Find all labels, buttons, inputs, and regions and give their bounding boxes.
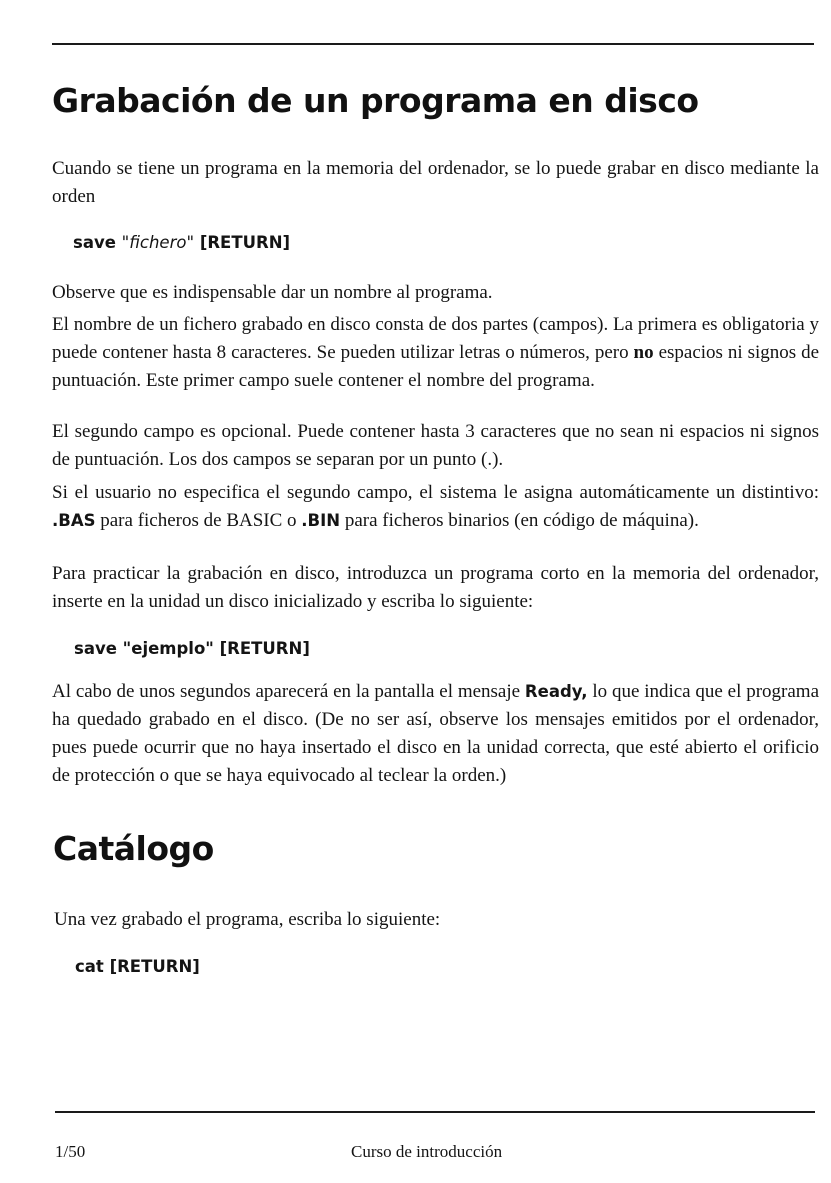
command-key: [RETURN]: [199, 233, 291, 252]
bottom-rule: [55, 1111, 815, 1113]
paragraph-nombre-text-2: espacios ni signos de puntuación. Este primer campo suele contener el nombre del programa.: [52, 342, 820, 391]
paragraph-segundo-campo: El segundo campo es opcional. Puede contener hasta 3 caracteres que no sean ni espacios ni signos de puntuación. Los dos campos se separan por un punto (.).: [52, 421, 819, 470]
paragraph-distintivo-text-1: Si el usuario no especifica el segundo campo, el sistema le asigna automáticamente un distintivo:: [52, 482, 819, 503]
message-ready: Ready,: [524, 682, 588, 701]
command-save-fichero: [73, 233, 290, 253]
paragraph-ready-text-1: Al cabo de unos segundos aparecerá en la pantalla el mensaje: [52, 681, 521, 702]
command-keyword: save: [74, 639, 117, 658]
paragraph-practicar: Para practicar la grabación en disco, introduzca un programa corto en la memoria del ordenador, inserte en la unidad un disco inicializado y escriba lo siguiente:: [52, 563, 819, 612]
command-save-ejemplo: [74, 639, 310, 659]
extension-bas: .BAS: [52, 511, 96, 530]
section-title-grabacion: Grabación de un programa en disco: [52, 81, 699, 120]
paragraph-catalogo-intro: Una vez grabado el programa, escriba lo siguiente:: [54, 909, 441, 930]
top-rule: [52, 43, 814, 45]
paragraph-distintivo: [52, 479, 819, 535]
paragraph-ready-text-2: lo que indica que el programa ha quedado grabado en el disco. (De no ser así, observe los mensajes emitidos por el ordenador, pues puede ocurrir que no haya insertado el disco en la unidad correcta, que esté abierto el orificio de protección o que se haya equivocado al teclear la orden.): [52, 681, 820, 786]
command-argument: "fichero": [121, 233, 195, 252]
paragraph-intro: Cuando se tiene un programa en la memoria del ordenador, se lo puede grabar en disco mediante la orden: [52, 158, 819, 207]
section-title-catalogo: Catálogo: [53, 829, 214, 868]
paragraph-distintivo-text-2: para ficheros de BASIC o: [100, 510, 297, 531]
paragraph-observe: Observe que es indispensable dar un nombre al programa.: [52, 282, 493, 303]
command-cat: [75, 957, 200, 977]
command-key: [RETURN]: [109, 957, 200, 976]
page-number: 1/50: [55, 1142, 86, 1161]
footer-title: Curso de introducción: [351, 1142, 503, 1161]
paragraph-nombre-text-1: El nombre de un fichero grabado en disco consta de dos partes (campos). La primera es obligatoria y puede contener hasta 8 caracteres. Se pueden utilizar letras o números, pero: [52, 314, 819, 363]
emphasis-no: no: [633, 342, 654, 363]
paragraph-distintivo-text-3: para ficheros binarios (en código de máquina).: [344, 510, 699, 531]
extension-bin: .BIN: [301, 511, 341, 530]
command-keyword: cat: [75, 957, 104, 976]
paragraph-ready: [52, 678, 819, 790]
paragraph-nombre-fichero: [52, 311, 819, 395]
command-argument: "ejemplo": [122, 639, 214, 658]
command-key: [RETURN]: [219, 639, 310, 658]
command-keyword: save: [73, 233, 116, 252]
